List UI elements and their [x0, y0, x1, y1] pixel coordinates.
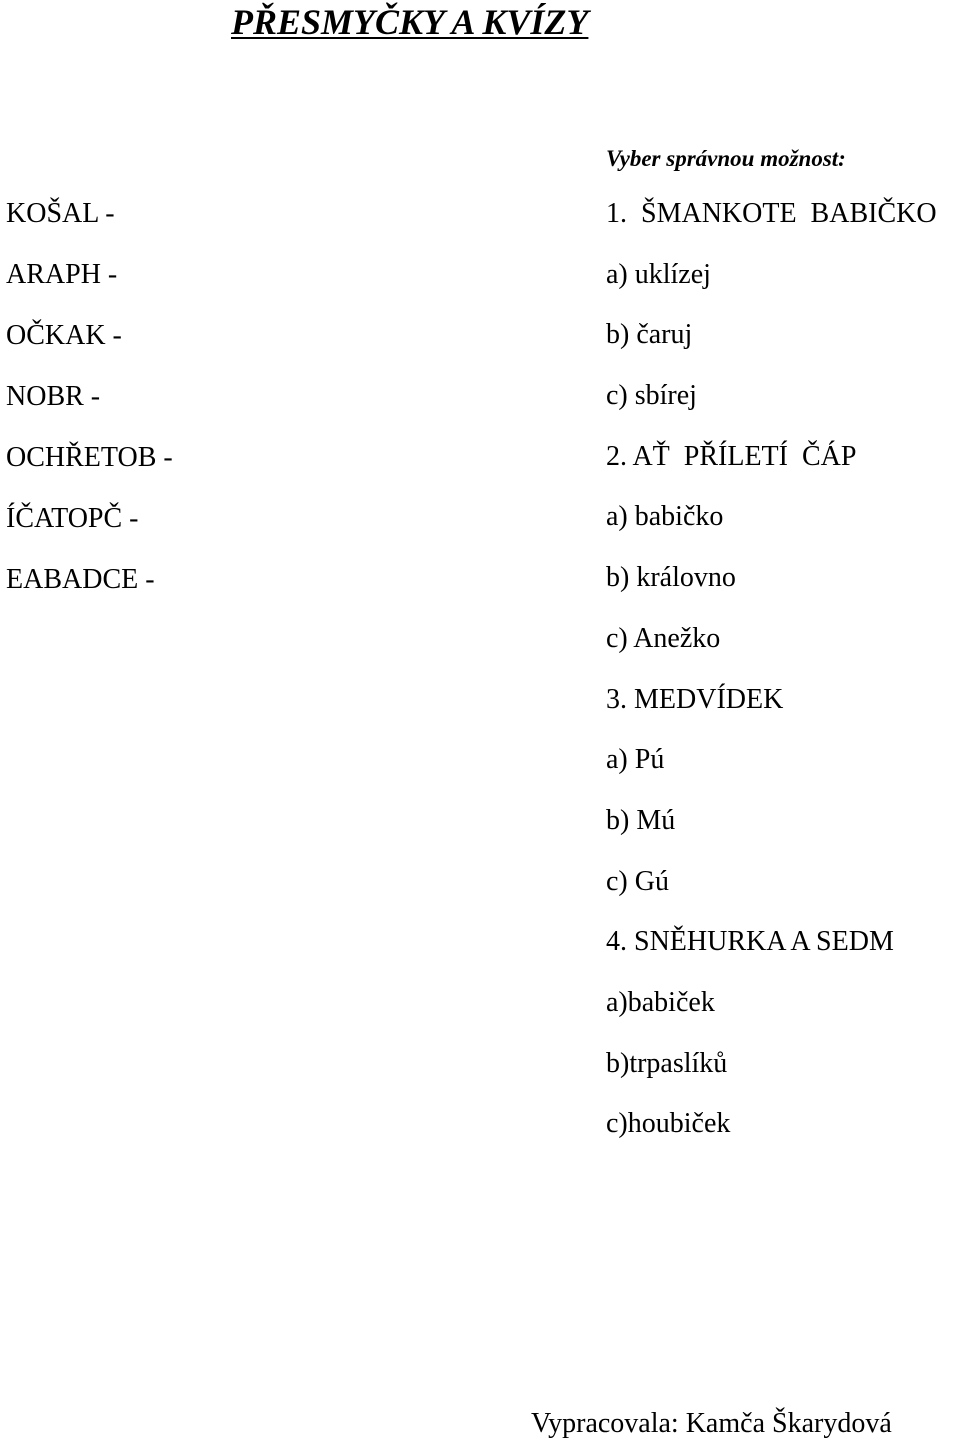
anagram-item: OČKAK -: [6, 320, 122, 351]
quiz-option: c) Anežko: [606, 622, 721, 654]
quiz-question: 3. MEDVÍDEK: [606, 683, 784, 715]
anagram-item: ÍČATOPČ -: [6, 503, 139, 534]
anagram-item: KOŠAL -: [6, 198, 115, 229]
quiz-question: 4. SNĚHURKA A SEDM: [606, 926, 894, 958]
quiz-option: c)houbiček: [606, 1108, 731, 1140]
page-title: PŘESMYČKY A KVÍZY: [231, 2, 589, 42]
anagram-list: [6, 194, 173, 621]
quiz-list: [606, 194, 937, 1165]
quiz-question: 2. AŤ PŘÍLETÍ ČÁP: [606, 440, 857, 472]
quiz-heading: Vyber správnou možnost:: [606, 146, 846, 171]
quiz-option: a) uklízej: [606, 258, 711, 290]
quiz-option: b) královno: [606, 562, 736, 594]
quiz-option: c) Gú: [606, 865, 669, 897]
anagram-item: NOBR -: [6, 381, 101, 412]
quiz-question: 1. ŠMANKOTE BABIČKO: [606, 198, 937, 229]
anagram-item: EABADCE -: [6, 564, 155, 595]
quiz-option: b) Mú: [606, 804, 676, 836]
quiz-option: a)babiček: [606, 986, 715, 1018]
quiz-option: b) čaruj: [606, 319, 693, 351]
quiz-option: a) Pú: [606, 744, 665, 776]
quiz-option: c) sbírej: [606, 380, 697, 412]
anagram-item: ARAPH -: [6, 259, 118, 290]
quiz-option: b)trpaslíků: [606, 1047, 728, 1079]
author-credit: Vypracovala: Kamča Škarydová: [531, 1408, 892, 1439]
quiz-option: a) babičko: [606, 501, 724, 533]
anagram-item: OCHŘETOB -: [6, 442, 173, 473]
